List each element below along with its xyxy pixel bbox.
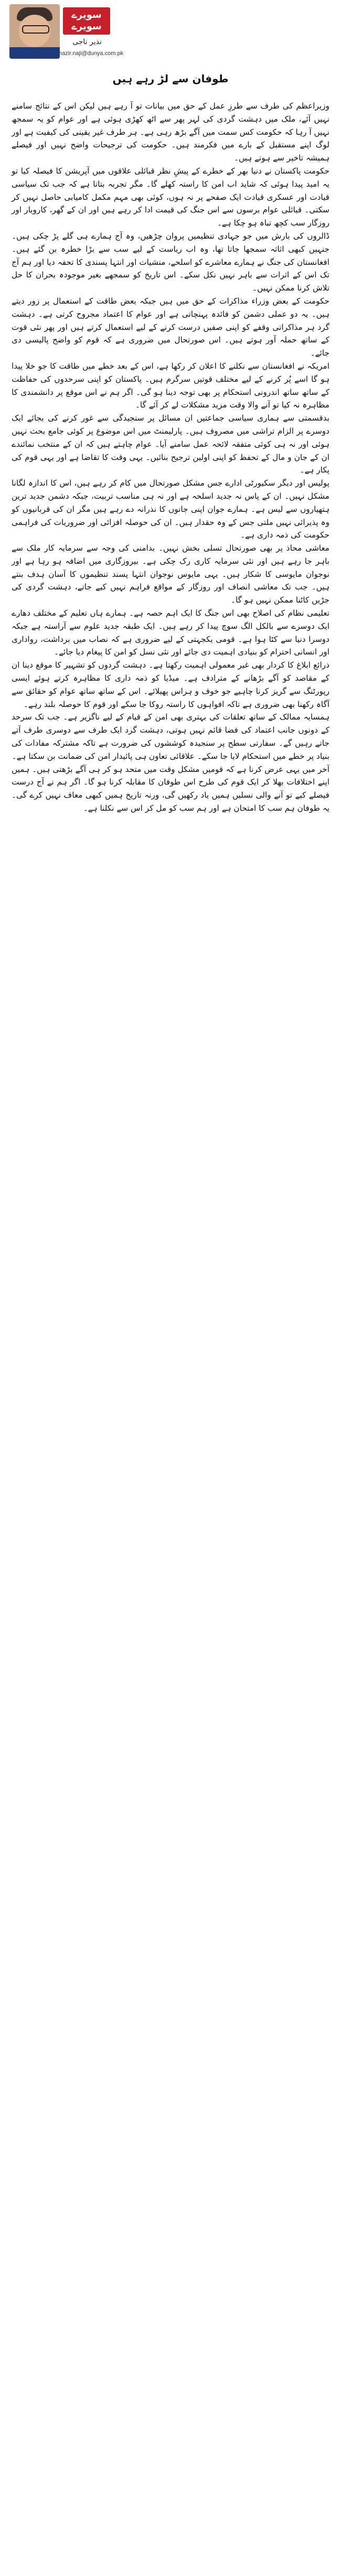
author-email[interactable]: nazir.naji@dunya.com.pk — [59, 50, 124, 57]
paragraph: ڈالروں کی بارش میں جو جہادی تنظیمیں پروان چڑھیں، وہ آج ہمارے ہی گلے پڑ چکی ہیں۔ جنہیں کبھی اثاثہ سمجھا جاتا تھا، وہ اب ریاست کے لیے سب سے بڑا خطرہ بن گئے ہیں۔ افغانستان کی جنگ نے ہمارے معاشرے کو اسلحے، منشیات اور انتہا پسندی کا تحفہ دیا اور ہم آج تک اس کے اثرات سے باہر نہیں نکل سکے۔ اس تاریخ کو سمجھے بغیر موجودہ بحران کا حل تلاش کرنا ممکن نہیں۔ — [12, 231, 329, 293]
paragraph: حکومت کے بعض وزراء مذاکرات کے حق میں ہیں جبکہ بعض طاقت کے استعمال پر زور دیتے ہیں۔ یہ دو عملی دشمن کو فائدہ پہنچاتی ہے اور عوام کا اعتماد مجروح کرتی ہے۔ دہشت گرد ہر مذاکراتی وقفے کو اپنی صفیں درست کرنے کے لیے استعمال کرتے ہیں اور پھر نئی قوت کے ساتھ حملہ آور ہوتے ہیں۔ اس صورتحال میں ضروری ہے کہ قوم کو واضح پالیسی دی جائے۔ — [12, 296, 329, 358]
paragraph: ہمسایہ ممالک کے ساتھ تعلقات کی بہتری بھی امن کے قیام کے لیے ناگزیر ہے۔ جب تک سرحد کے دونوں جانب اعتماد کی فضا قائم نہیں ہوتی، دہشت گرد ایک طرف سے دوسری طرف آتے جاتے رہیں گے۔ سفارتی سطح پر سنجیدہ کوششوں کی ضرورت ہے تاکہ مشترکہ مفادات کی بنیاد پر خطے میں استحکام لایا جا سکے۔ علاقائی تعاون ہی پائیدار امن کی ضمانت بن سکتا ہے۔ — [12, 712, 329, 761]
author-photo — [9, 4, 60, 59]
author-name: نذیر ناجی — [72, 38, 102, 46]
column-logo — [63, 7, 110, 35]
paragraph: حکومت پاکستان نے دنیا بھر کے خطرے کے پیشِ نظر قبائلی علاقوں میں آپریشن کا فیصلہ کیا تو یہ امید پیدا ہوئی کہ شاید اب امن کا راستہ کھلے گا۔ مگر تجربہ بتاتا ہے کہ جب تک سیاسی قیادت اور عسکری قیادت ایک صفحے پر نہ ہوں، کوئی بھی مہم مکمل کامیابی حاصل نہیں کر سکتی۔ قبائلی عوام برسوں سے اس جنگ کی قیمت ادا کر رہے ہیں اور ان کے گھر، کاروبار اور روزگار سب کچھ تباہ ہو چکا ہے۔ — [12, 166, 329, 228]
logo-line-1: سویرے — [71, 9, 102, 20]
paragraph: ذرائع ابلاغ کا کردار بھی غیر معمولی اہمیت رکھتا ہے۔ دہشت گردوں کو تشہیر کا موقع دینا ان کے مقاصد کو آگے بڑھانے کے مترادف ہے۔ میڈیا کو ذمہ داری کا مظاہرہ کرتے ہوئے ایسی رپورٹنگ سے گریز کرنا چاہیے جو خوف و ہراس پھیلائے۔ اس کے ساتھ ساتھ عوام کو حقائق سے آگاہ رکھنا بھی ضروری ہے تاکہ افواہوں کا راستہ روکا جا سکے اور قوم کا حوصلہ بلند رہے۔ — [12, 660, 329, 709]
paragraph: بدقسمتی سے ہماری سیاسی جماعتیں ان مسائل پر سنجیدگی سے غور کرنے کی بجائے ایک دوسرے پر الزام تراشی میں مصروف ہیں۔ پارلیمنٹ میں اس موضوع پر کوئی جامع بحث نہیں ہوئی اور نہ ہی کوئی متفقہ لائحہ عمل سامنے آیا۔ عوام چاہتے ہیں کہ ان کے منتخب نمائندے ان کے جان و مال کے تحفظ کو اپنی اولین ترجیح بنائیں۔ یہی وقت کا تقاضا ہے اور یہی قوم کی پکار ہے۔ — [12, 413, 329, 475]
article-body — [12, 100, 329, 815]
logo-line-2: سویرے — [71, 21, 102, 32]
paragraph: امریکہ نے افغانستان سے نکلنے کا اعلان کر رکھا ہے، اس کے بعد خطے میں طاقت کا جو خلا پیدا ہو گا اسے پُر کرنے کے لیے مختلف قوتیں سرگرم ہیں۔ پاکستان کو اپنی سرحدوں کی حفاظت کے ساتھ ساتھ اندرونی استحکام پر بھی توجہ دینا ہو گی۔ اگر ہم نے اس موقع پر دانشمندی کا مظاہرہ نہ کیا تو آنے والا وقت مزید مشکلات لے کر آئے گا۔ — [12, 361, 329, 410]
paragraph: تعلیمی نظام کی اصلاح بھی اس جنگ کا ایک اہم حصہ ہے۔ ہمارے ہاں تعلیم کے مختلف دھارے ایک دوسرے سے بالکل الگ سوچ پیدا کر رہے ہیں۔ ایک طبقہ جدید علوم سے آراستہ ہے جبکہ دوسرا دنیا سے کٹا ہوا ہے۔ قومی یکجہتی کے لیے ضروری ہے کہ نصاب میں برداشت، رواداری اور انسانی احترام کو بنیادی اہمیت دی جائے اور نئی نسل کو امن کا پیغام دیا جائے۔ — [12, 608, 329, 657]
article-title: طوفان سے لڑ رہے ہیں — [112, 72, 229, 85]
column-masthead — [0, 0, 341, 63]
paragraph: وزیراعظم کی طرف سے طرزِ عمل کے حق میں بیانات تو آ رہے ہیں لیکن اس کے نتائج سامنے نہیں آئے، ملک میں دہشت گردی کی لہر پھر سے اٹھ کھڑی ہوئی ہے اور عوام کو یہ سمجھ نہیں آ رہا کہ حکومت کس سمت میں آگے بڑھ رہی ہے۔ ہر طرف غیر یقینی کی کیفیت ہے اور لوگ اپنے مستقبل کے بارے میں فکرمند ہیں۔ حکومت کی ترجیحات واضح نہیں اور فیصلے ہمیشہ تاخیر سے ہوتے ہیں۔ — [12, 101, 329, 163]
paragraph: آخر میں یہی عرض کرنا ہے کہ قومیں مشکل وقت میں متحد ہو کر ہی آگے بڑھتی ہیں۔ ہمیں اپنے اختلافات بھلا کر ایک قوم کی طرح اس طوفان کا مقابلہ کرنا ہو گا۔ اگر ہم نے آج درست فیصلے کیے تو آنے والی نسلیں ہمیں یاد رکھیں گی، ورنہ تاریخ ہمیں کبھی معاف نہیں کرے گی۔ یہ طوفان ہم سب کا امتحان ہے اور ہم سب کو مل کر اس سے نکلنا ہے۔ — [12, 764, 329, 813]
paragraph: پولیس اور دیگر سکیورٹی ادارے جس مشکل صورتحال میں کام کر رہے ہیں، اس کا اندازہ لگانا مشکل نہیں۔ ان کے پاس نہ جدید اسلحہ ہے اور نہ ہی مناسب تربیت، جبکہ دشمن جدید ترین ہتھیاروں سے لیس ہے۔ ہمارے جوان اپنی جانوں کا نذرانہ دے رہے ہیں مگر ان کی قربانیوں کو وہ پذیرائی نہیں ملتی جس کے وہ حقدار ہیں۔ ان کی حوصلہ افزائی اور ضروریات کی فراہمی حکومت کی ذمہ داری ہے۔ — [12, 478, 329, 540]
paragraph: معاشی محاذ پر بھی صورتحال تسلی بخش نہیں۔ بدامنی کی وجہ سے سرمایہ کار ملک سے باہر جا رہے ہیں اور نئی سرمایہ کاری رک چکی ہے۔ بیروزگاری میں اضافہ ہو رہا ہے اور نوجوان مایوسی کا شکار ہیں۔ یہی مایوس نوجوان انتہا پسند تنظیموں کا آسان ہدف بنتے ہیں۔ جب تک معاشی انصاف اور روزگار کے مواقع فراہم نہیں کیے جاتے، دہشت گردی کی جڑیں کاٹنا ممکن نہیں ہو گا۔ — [12, 543, 329, 605]
